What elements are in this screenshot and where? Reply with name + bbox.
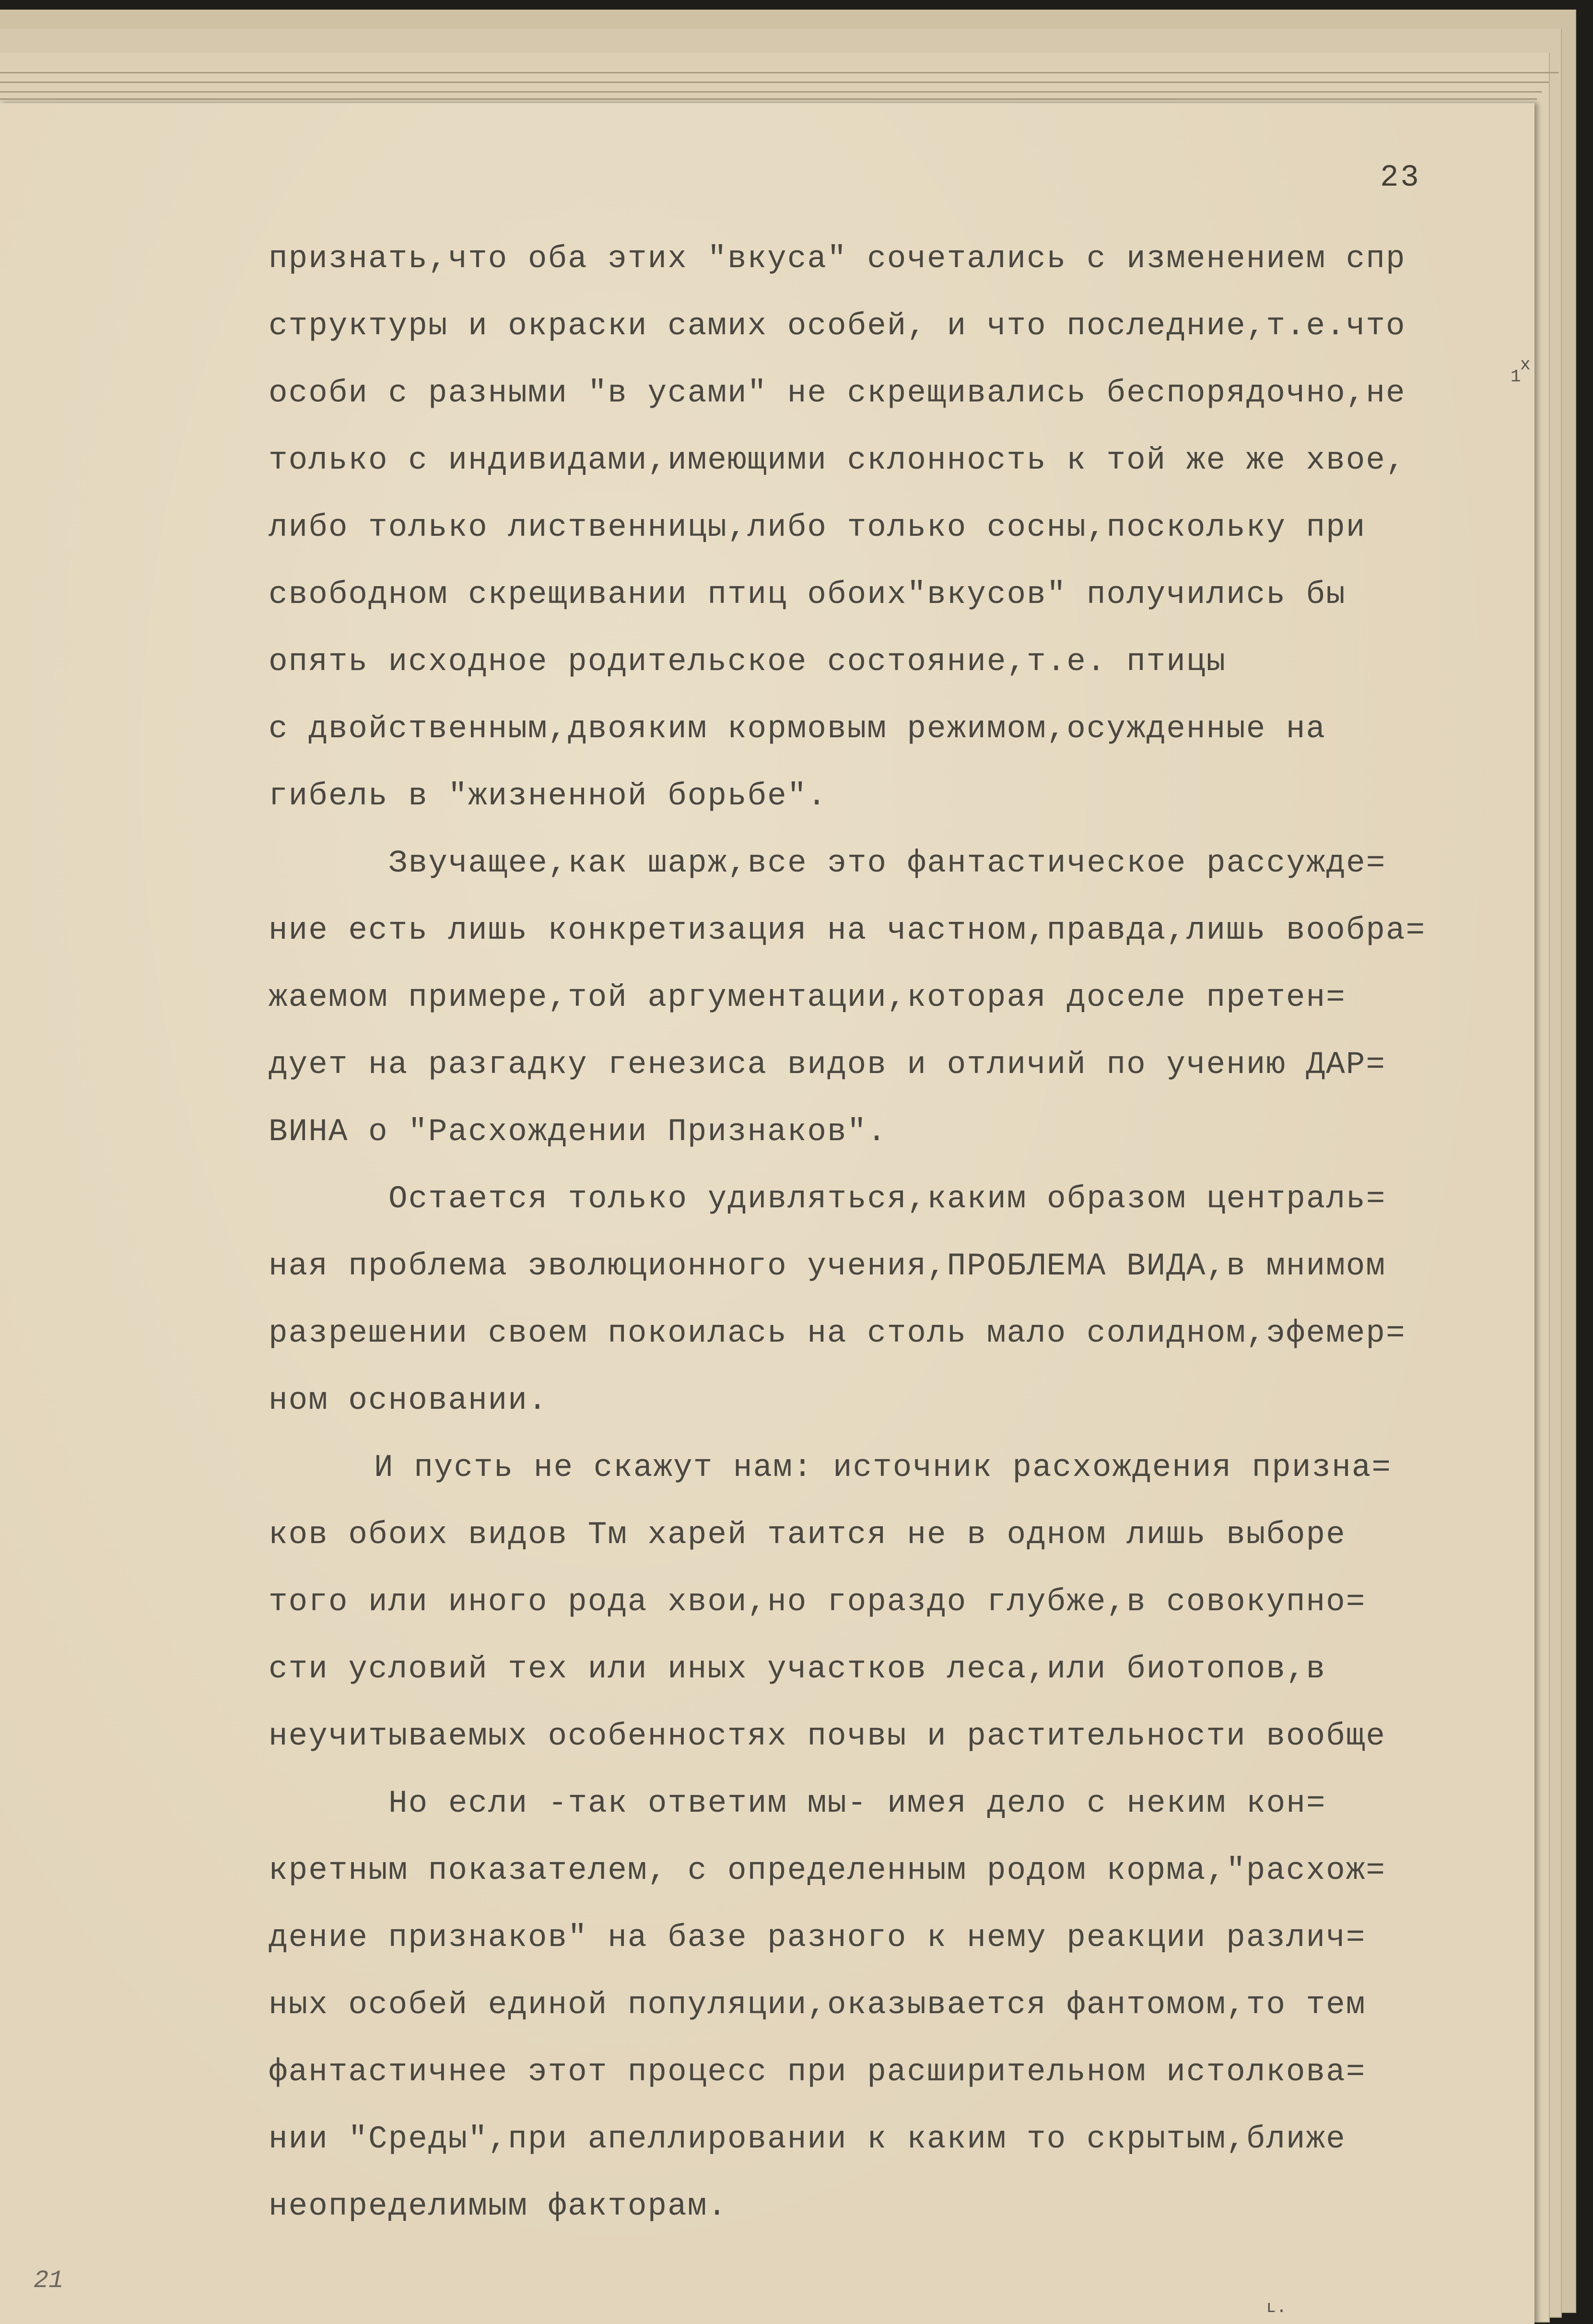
margin-mark: x: [1520, 355, 1531, 375]
page-number: 23: [1380, 161, 1421, 195]
text-line: того или иного рода хвои,но гораздо глубже,в совокупно=: [269, 1584, 1366, 1620]
margin-mark: ʟ.: [1266, 2298, 1287, 2317]
text-line: ном основании.: [269, 1382, 548, 1418]
text-line: дует на разгадку генезиса видов и отличий по учению ДАР=: [269, 1047, 1386, 1083]
text-line: структуры и окраски самих особей, и что последние,т.е.что: [269, 308, 1406, 344]
text-line: фантастичнее этот процесс при расширительном истолкова=: [269, 2054, 1366, 2090]
stack-edge: [0, 72, 1558, 73]
body-text: [269, 225, 1501, 2240]
text-line: ков обоих видов Тм харей таится не в одном лишь выборе: [269, 1517, 1346, 1553]
text-line: дение признаков" на базе разного к нему реакции различ=: [269, 1920, 1366, 1956]
text-line: разрешении своем покоилась на столь мало солидном,эфемер=: [269, 1315, 1406, 1351]
text-line: ных особей единой популяции,оказывается фантомом,то тем: [269, 1987, 1366, 2023]
text-line: нии "Среды",при апеллировании к каким то скрытым,ближе: [269, 2121, 1346, 2157]
margin-mark: 1: [1511, 367, 1521, 387]
text-line: с двойственным,двояким кормовым режимом,осужденные на: [269, 711, 1326, 747]
text-line: Остается только удивляться,каким образом централь=: [388, 1181, 1386, 1217]
text-line: ние есть лишь конкретизация на частном,правда,лишь вообра=: [269, 912, 1426, 948]
text-line: неучитываемых особенностях почвы и растительности вообще: [269, 1718, 1386, 1754]
text-line: свободном скрещивании птиц обоих"вкусов" получились бы: [269, 577, 1346, 613]
text-line: Звучащее,как шарж,все это фантастическое рассужде=: [388, 845, 1386, 881]
stack-edge: [0, 91, 1542, 93]
text-line: неопределимым факторам.: [269, 2188, 727, 2224]
text-line: гибель в "жизненной борьбе".: [269, 778, 827, 814]
typewritten-page: [0, 103, 1534, 2324]
stack-edge: [0, 82, 1549, 83]
text-line: признать,что оба этих "вкуса" сочетались с изменением спр: [269, 241, 1406, 277]
stack-edge: [0, 98, 1537, 100]
corner-annotation: 21: [34, 2266, 64, 2295]
text-line: Но если -так ответим мы- имея дело с неким кон=: [388, 1785, 1326, 1821]
text-line: либо только лиственницы,либо только сосны,поскольку при: [269, 509, 1366, 545]
text-line: только с индивидами,имеющими склонность к той же же хвое,: [269, 442, 1406, 478]
text-line: кретным показателем, с определенным родом корма,"расхож=: [269, 1852, 1386, 1888]
text-line: ная проблема эволюционного учения,ПРОБЛЕМА ВИДА,в мнимом: [269, 1248, 1386, 1284]
text-line: опять исходное родительское состояние,т.е. птицы: [269, 644, 1227, 680]
text-line: жаемом примере,той аргументации,которая доселе претен=: [269, 979, 1346, 1015]
text-line: особи с разными "в усами" не скрещивались беспорядочно,не: [269, 375, 1406, 411]
text-line: И пусть не скажут нам: источник расхождения призна=: [374, 1450, 1392, 1486]
text-line: сти условий тех или иных участков леса,или биотопов,в: [269, 1651, 1326, 1687]
text-line: ВИНА о "Расхождении Признаков".: [269, 1114, 887, 1150]
